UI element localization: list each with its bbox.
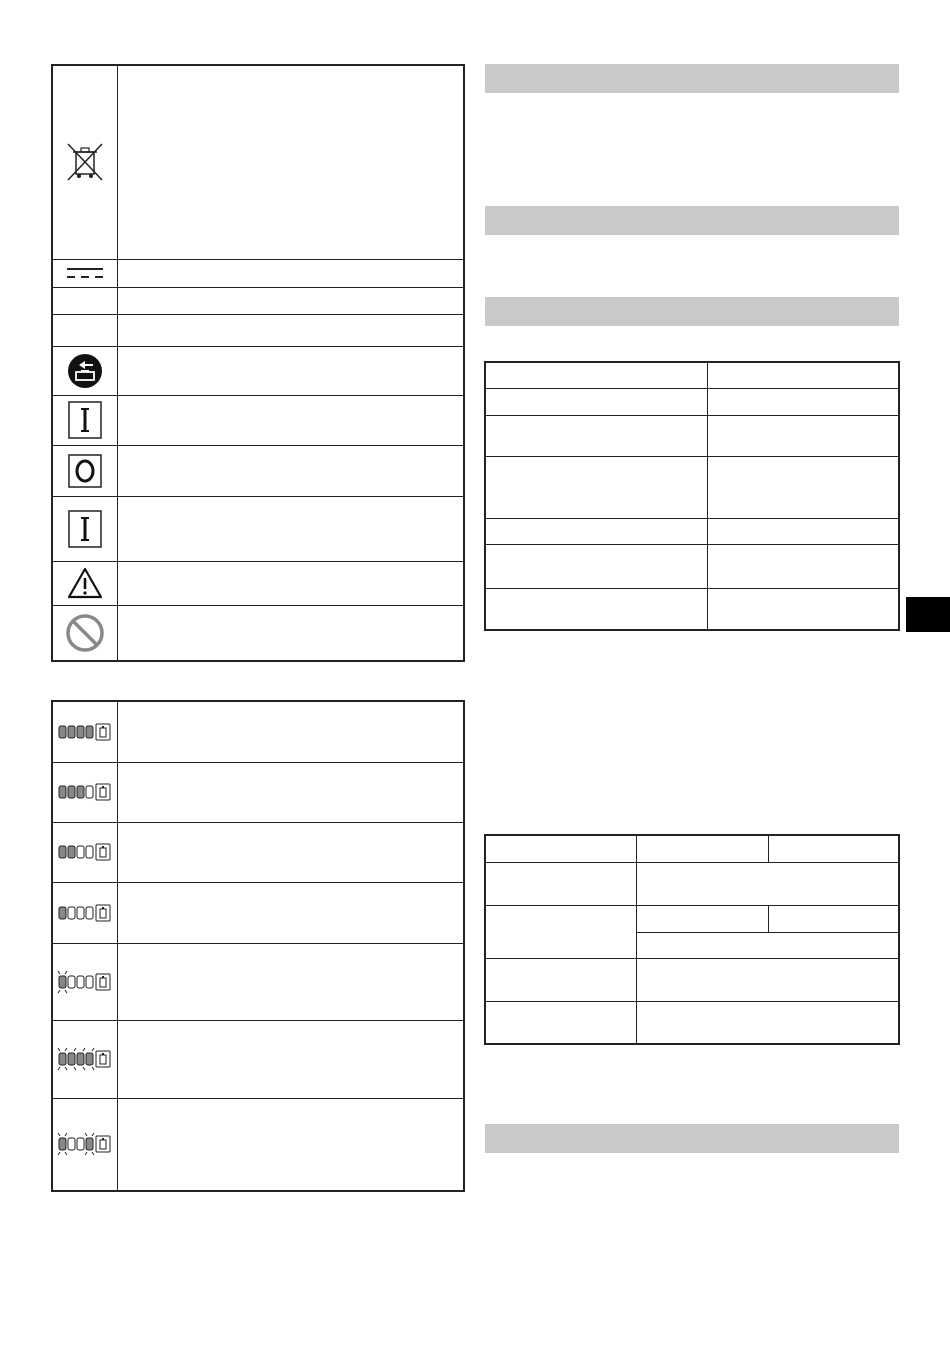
compat-header-cell xyxy=(769,835,900,862)
prohibition-icon xyxy=(65,613,105,653)
battery-2-bars-icon xyxy=(57,842,113,862)
compatibility-table xyxy=(484,834,900,1045)
spec-value xyxy=(708,588,900,630)
symbol-row-switch-off xyxy=(52,445,464,496)
spec-row xyxy=(485,362,899,388)
compat-label xyxy=(485,862,637,905)
spec-value xyxy=(708,544,900,588)
battery-desc xyxy=(118,1098,465,1191)
compat-header-row xyxy=(485,835,899,862)
symbol-row-dc xyxy=(52,259,464,287)
spec-value xyxy=(708,456,900,518)
compat-row xyxy=(485,862,899,905)
symbol-row-remove-battery xyxy=(52,346,464,395)
warning-triangle-icon xyxy=(67,567,103,599)
symbol-row-switch-on xyxy=(52,496,464,561)
section-heading-bar xyxy=(485,206,899,235)
compat-label xyxy=(485,1001,637,1044)
compat-value xyxy=(637,958,900,1001)
symbol-desc xyxy=(118,496,465,561)
switch-on-icon xyxy=(68,401,102,439)
compat-row xyxy=(485,905,899,932)
symbols-table xyxy=(51,64,465,662)
section-heading-bar xyxy=(485,297,899,326)
spec-row xyxy=(485,388,899,415)
weee-crossed-bin-icon xyxy=(65,141,105,183)
spec-row xyxy=(485,544,899,588)
section-heading-bar xyxy=(485,64,899,93)
spec-row xyxy=(485,415,899,456)
chapter-tab-marker xyxy=(906,597,950,632)
remove-battery-icon xyxy=(67,353,103,389)
battery-row xyxy=(52,1020,464,1098)
battery-row xyxy=(52,882,464,943)
symbol-desc xyxy=(118,259,465,287)
battery-row xyxy=(52,701,464,762)
spec-label xyxy=(485,518,708,544)
symbol-desc xyxy=(118,395,465,445)
symbol-desc xyxy=(118,314,465,346)
spec-row xyxy=(485,518,899,544)
compat-value xyxy=(637,1001,900,1044)
compat-sub-value xyxy=(769,905,900,932)
compat-label xyxy=(485,905,637,958)
switch-on-icon xyxy=(68,510,102,548)
compat-row xyxy=(485,1001,899,1044)
spec-label xyxy=(485,388,708,415)
spec-row xyxy=(485,456,899,518)
symbol-desc xyxy=(118,287,465,314)
spec-row xyxy=(485,588,899,630)
battery-desc xyxy=(118,822,465,882)
battery-row xyxy=(52,1098,464,1191)
battery-all-bars-blinking-icon xyxy=(57,1044,113,1074)
symbol-row-switch-on xyxy=(52,395,464,445)
symbol-row-weee xyxy=(52,65,464,259)
spec-value xyxy=(708,518,900,544)
battery-desc xyxy=(118,882,465,943)
battery-outer-bars-blinking-icon xyxy=(57,1129,113,1159)
battery-1-bar-icon xyxy=(57,903,113,923)
compat-value xyxy=(637,862,900,905)
compat-value xyxy=(637,932,900,958)
symbol-row-blank xyxy=(52,287,464,314)
battery-indicator-table xyxy=(51,700,465,1192)
battery-row xyxy=(52,943,464,1020)
spec-label xyxy=(485,544,708,588)
compat-sub-value xyxy=(637,905,769,932)
spec-value xyxy=(708,362,900,388)
symbol-desc xyxy=(118,605,465,661)
switch-off-icon xyxy=(68,454,102,488)
battery-row xyxy=(52,822,464,882)
symbol-row-prohibition xyxy=(52,605,464,661)
symbol-desc xyxy=(118,561,465,605)
battery-desc xyxy=(118,762,465,822)
spec-value xyxy=(708,388,900,415)
spec-label xyxy=(485,456,708,518)
battery-4-bars-icon xyxy=(57,722,113,742)
spec-label xyxy=(485,588,708,630)
battery-3-bars-icon xyxy=(57,782,113,802)
spec-label xyxy=(485,362,708,388)
compat-row xyxy=(485,958,899,1001)
battery-row xyxy=(52,762,464,822)
battery-desc xyxy=(118,943,465,1020)
battery-desc xyxy=(118,701,465,762)
symbol-blank-cell xyxy=(52,314,118,346)
specifications-table xyxy=(484,361,900,631)
section-heading-bar xyxy=(485,1124,899,1153)
symbol-desc xyxy=(118,65,465,259)
compat-header-cell xyxy=(485,835,637,862)
symbol-row-blank xyxy=(52,314,464,346)
symbol-row-warning xyxy=(52,561,464,605)
spec-value xyxy=(708,415,900,456)
compat-label xyxy=(485,958,637,1001)
spec-label xyxy=(485,415,708,456)
compat-header-cell xyxy=(637,835,769,862)
symbol-desc xyxy=(118,445,465,496)
battery-desc xyxy=(118,1020,465,1098)
symbol-blank-cell xyxy=(52,287,118,314)
direct-current-icon xyxy=(65,266,105,280)
symbol-desc xyxy=(118,346,465,395)
battery-1-bar-blinking-icon xyxy=(57,967,113,997)
